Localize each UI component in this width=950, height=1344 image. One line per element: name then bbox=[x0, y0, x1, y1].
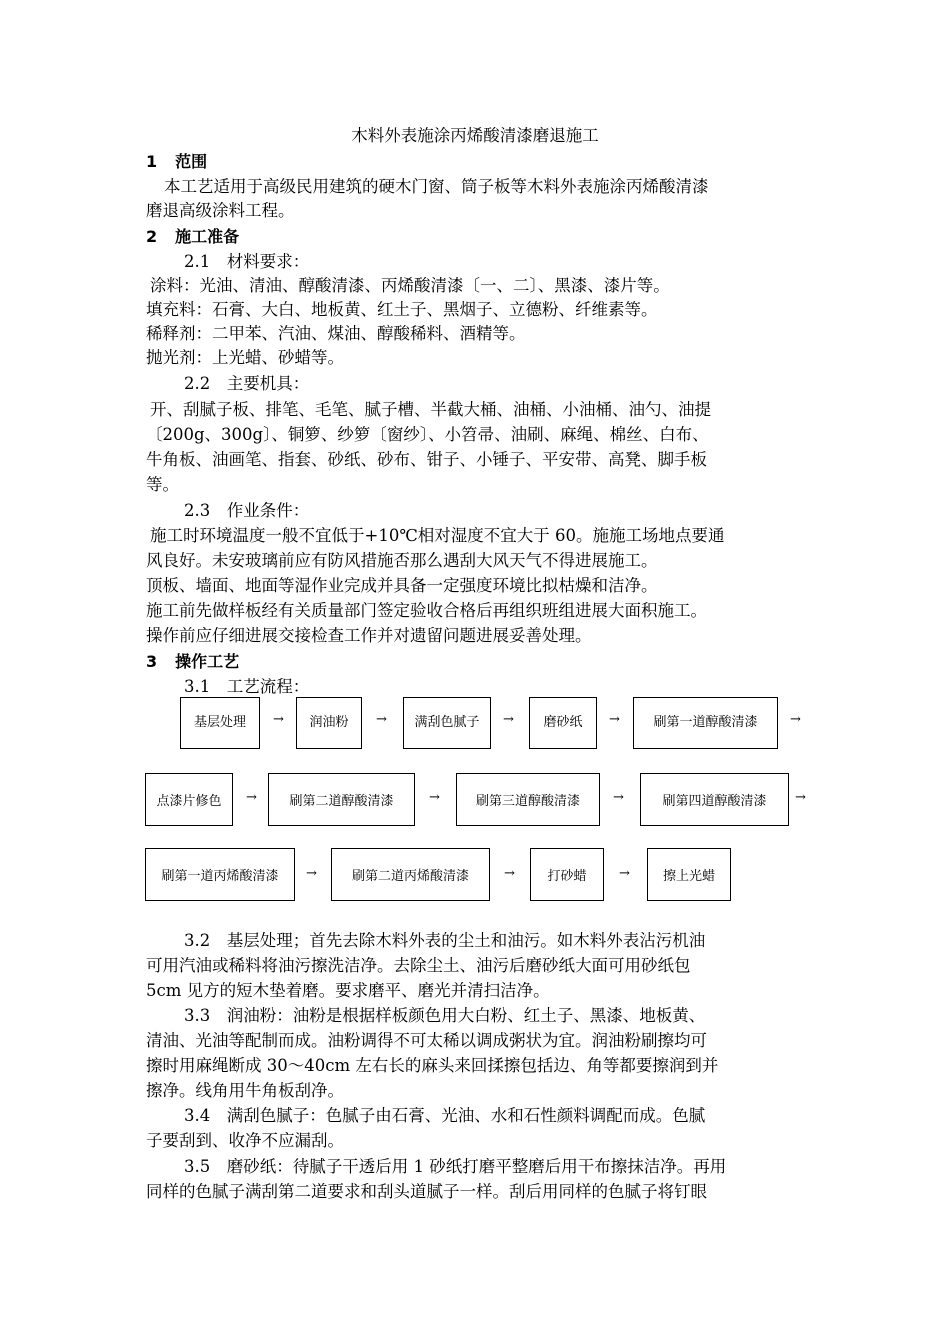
flow-arrow: → bbox=[609, 712, 620, 727]
flow-arrow: → bbox=[273, 712, 284, 727]
section-2-heading bbox=[146, 225, 239, 249]
flow-step-3: 满刮色腻子 bbox=[403, 697, 491, 749]
subsection-2-2-heading: 2.2 主要机具： bbox=[184, 374, 310, 393]
flow-arrow: → bbox=[376, 712, 387, 727]
tools-line-4: 等。 bbox=[146, 475, 179, 494]
subsection-3-1-heading: 3.1 工艺流程： bbox=[184, 677, 310, 696]
flow-step-12: 打砂蜡 bbox=[530, 848, 604, 901]
para-3-3-line-1: 3.3 润油粉：油粉是根据样板颜色用大白粉、红土子、黑漆、地板黄、 bbox=[184, 1006, 706, 1025]
scope-text-line-1: 本工艺适用于高级民用建筑的硬木门窗、筒子板等木料外表施涂丙烯酸清漆 bbox=[164, 177, 709, 196]
flow-arrow: → bbox=[246, 790, 257, 805]
tools-line-1: 开、刮腻子板、排笔、毛笔、腻子槽、半截大桶、油桶、小油桶、油勺、油提 bbox=[150, 400, 711, 419]
conditions-line-5: 操作前应仔细进展交接检查工作并对遗留问题进展妥善处理。 bbox=[146, 626, 592, 645]
materials-coatings: 涂料：光油、清油、醇酸清漆、丙烯酸清漆〔一、二〕、黑漆、漆片等。 bbox=[150, 276, 670, 295]
materials-polish: 抛光剂：上光蜡、砂蜡等。 bbox=[146, 348, 344, 367]
flow-arrow: → bbox=[795, 790, 806, 805]
conditions-line-2: 风良好。未安玻璃前应有防风措施否那么遇刮大风天气不得进展施工。 bbox=[146, 551, 658, 570]
para-3-4-line-2: 子要刮到、收净不应漏刮。 bbox=[146, 1131, 344, 1150]
flow-arrow: → bbox=[503, 712, 514, 727]
section-2-number: 2 bbox=[146, 227, 158, 246]
para-3-3-line-4: 擦净。线角用牛角板刮净。 bbox=[146, 1081, 344, 1100]
flow-step-4: 磨砂纸 bbox=[529, 697, 597, 749]
flow-step-8: 刷第三道醇酸清漆 bbox=[456, 773, 600, 826]
flow-step-10: 刷第一道丙烯酸清漆 bbox=[145, 848, 295, 901]
tools-line-2: 〔200g、300g〕、铜箩、纱箩〔窗纱〕、小笤帚、油刷、麻绳、棉丝、白布、 bbox=[146, 425, 709, 444]
conditions-line-1: 施工时环境温度一般不宜低于+10℃相对湿度不宜大于 60。施施工场地点要通 bbox=[150, 526, 725, 545]
materials-fillers: 填充料：石膏、大白、地板黄、红土子、黑烟子、立德粉、纤维素等。 bbox=[146, 300, 658, 319]
flow-arrow: → bbox=[306, 866, 317, 881]
section-3-title: 操作工艺 bbox=[175, 652, 240, 671]
para-3-4-line-1: 3.4 满刮色腻子：色腻子由石膏、光油、水和石性颜料调配而成。色腻 bbox=[184, 1106, 706, 1125]
flow-step-2: 润油粉 bbox=[296, 697, 362, 749]
subsection-2-3-heading: 2.3 作业条件： bbox=[184, 501, 310, 520]
section-1-number: 1 bbox=[146, 152, 158, 171]
section-1-heading bbox=[146, 150, 207, 174]
flow-arrow: → bbox=[504, 866, 515, 881]
section-2-title: 施工准备 bbox=[175, 227, 240, 246]
para-3-5-line-1: 3.5 磨砂纸：待腻子干透后用 1 砂纸打磨平整磨后用干布擦抹洁净。再用 bbox=[184, 1157, 727, 1176]
flow-step-7: 刷第二道醇酸清漆 bbox=[268, 773, 415, 826]
para-3-2-line-1: 3.2 基层处理；首先去除木料外表的尘土和油污。如木料外表沾污机油 bbox=[184, 931, 706, 950]
flow-step-13: 擦上光蜡 bbox=[647, 848, 731, 901]
materials-thinners: 稀释剂：二甲苯、汽油、煤油、醇酸稀料、酒精等。 bbox=[146, 324, 526, 343]
flow-arrow: → bbox=[429, 790, 440, 805]
flow-step-1: 基层处理 bbox=[180, 697, 260, 749]
para-3-2-line-2: 可用汽油或稀料将油污擦洗洁净。去除尘土、油污后磨砂纸大面可用砂纸包 bbox=[146, 956, 691, 975]
flow-step-9: 刷第四道醇酸清漆 bbox=[640, 773, 789, 826]
tools-line-3: 牛角板、油画笔、指套、砂纸、砂布、钳子、小锤子、平安带、高凳、脚手板 bbox=[146, 450, 707, 469]
section-1-title: 范围 bbox=[175, 152, 208, 171]
document-title: 木料外表施涂丙烯酸清漆磨退施工 bbox=[351, 126, 599, 145]
flow-step-6: 点漆片修色 bbox=[145, 773, 233, 826]
para-3-3-line-2: 清油、光油等配制而成。油粉调得不可太稀以调成粥状为宜。润油粉刷擦均可 bbox=[146, 1031, 707, 1050]
scope-text-line-2: 磨退高级涂料工程。 bbox=[146, 201, 295, 220]
flow-arrow: → bbox=[613, 790, 624, 805]
subsection-2-1-heading: 2.1 材料要求： bbox=[184, 252, 310, 271]
section-3-heading bbox=[146, 650, 239, 674]
para-3-5-line-2: 同样的色腻子满刮第二道要求和刮头道腻子一样。刮后用同样的色腻子将钉眼 bbox=[146, 1182, 707, 1201]
flow-step-11: 刷第二道丙烯酸清漆 bbox=[331, 848, 490, 901]
flow-step-5: 刷第一道醇酸清漆 bbox=[633, 697, 778, 749]
para-3-3-line-3: 擦时用麻绳断成 30～40cm 左右长的麻头来回揉擦包括边、角等都要擦润到并 bbox=[146, 1056, 719, 1075]
section-3-number: 3 bbox=[146, 652, 158, 671]
conditions-line-3: 顶板、墙面、地面等湿作业完成并具备一定强度环境比拟枯燥和洁净。 bbox=[146, 576, 658, 595]
para-3-2-line-3: 5cm 见方的短木垫着磨。要求磨平、磨光并清扫洁净。 bbox=[146, 981, 550, 1000]
flow-arrow: → bbox=[790, 712, 801, 727]
conditions-line-4: 施工前先做样板经有关质量部门签定验收合格后再组织班组进展大面积施工。 bbox=[146, 601, 707, 620]
flow-arrow: → bbox=[619, 866, 630, 881]
